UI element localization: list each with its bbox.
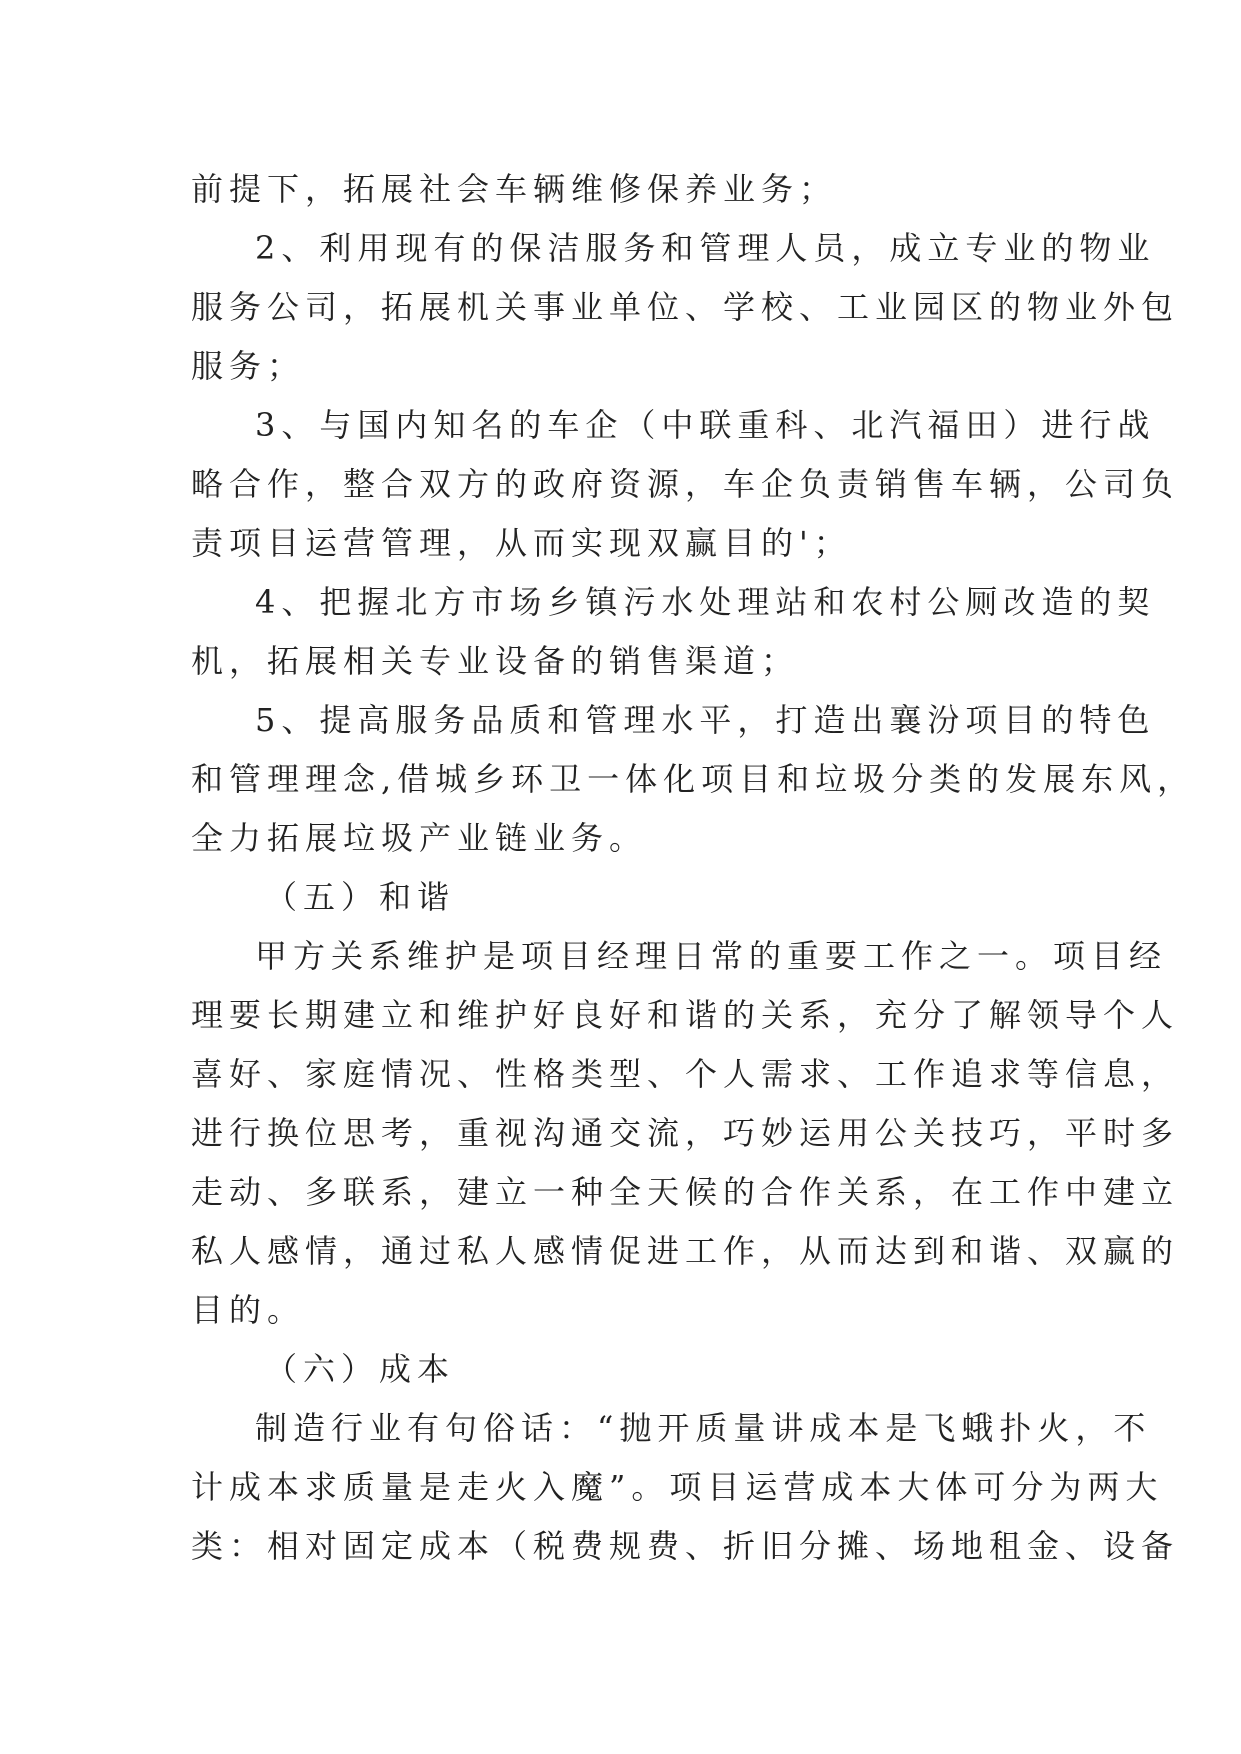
text-line: 制造行业有句俗话：“抛开质量讲成本是飞蛾扑火，不 [255,1409,1152,1447]
text-line: 3、与国内知名的车企（中联重科、北汽福田）进行战 [255,406,1156,444]
text-line: 服务； [191,347,306,385]
text-line: 走动、多联系，建立一种全天候的合作关系，在工作中建立 [191,1173,1180,1211]
text-line: 略合作，整合双方的政府资源，车企负责销售车辆，公司负 [191,465,1180,503]
text-line: 机，拓展相关专业设备的销售渠道； [191,642,800,680]
text-line: 理要长期建立和维护好良好和谐的关系，充分了解领导个人 [191,996,1180,1034]
text-line: 计成本求质量是走火入魔”。项目运营成本大体可分为两大 [191,1468,1164,1506]
text-line: 5、提高服务品质和管理水平，打造出襄汾项目的特色 [255,701,1156,739]
text-line: 责项目运营管理，从而实现双赢目的'； [191,524,852,562]
document-body [191,160,1196,1576]
text-line: 进行换位思考，重视沟通交流，巧妙运用公关技巧，平时多 [191,1114,1180,1152]
text-line: 私人感情，通过私人感情促进工作，从而达到和谐、双赢的 [191,1232,1180,1270]
section-heading: （五）和谐 [265,878,456,916]
text-line: 2、利用现有的保洁服务和管理人员，成立专业的物业 [255,229,1156,267]
text-line: 类：相对固定成本（税费规费、折旧分摊、场地租金、设备 [191,1527,1180,1565]
text-line: 全力拓展垃圾产业链业务。 [191,819,648,857]
text-line: 前提下，拓展社会车辆维修保养业务； [191,170,838,208]
text-line: 4、把握北方市场乡镇污水处理站和农村公厕改造的契 [255,583,1156,621]
text-line: 甲方关系维护是项目经理日常的重要工作之一。项目经 [255,937,1168,975]
text-line: 和管理理念,借城乡环卫一体化项目和垃圾分类的发展东风， [191,760,1196,798]
text-line: 喜好、家庭情况、性格类型、个人需求、工作追求等信息， [191,1055,1180,1093]
text-line: 服务公司，拓展机关事业单位、学校、工业园区的物业外包 [191,288,1180,326]
section-heading: （六）成本 [265,1350,456,1388]
text-line: 目的。 [191,1291,306,1329]
